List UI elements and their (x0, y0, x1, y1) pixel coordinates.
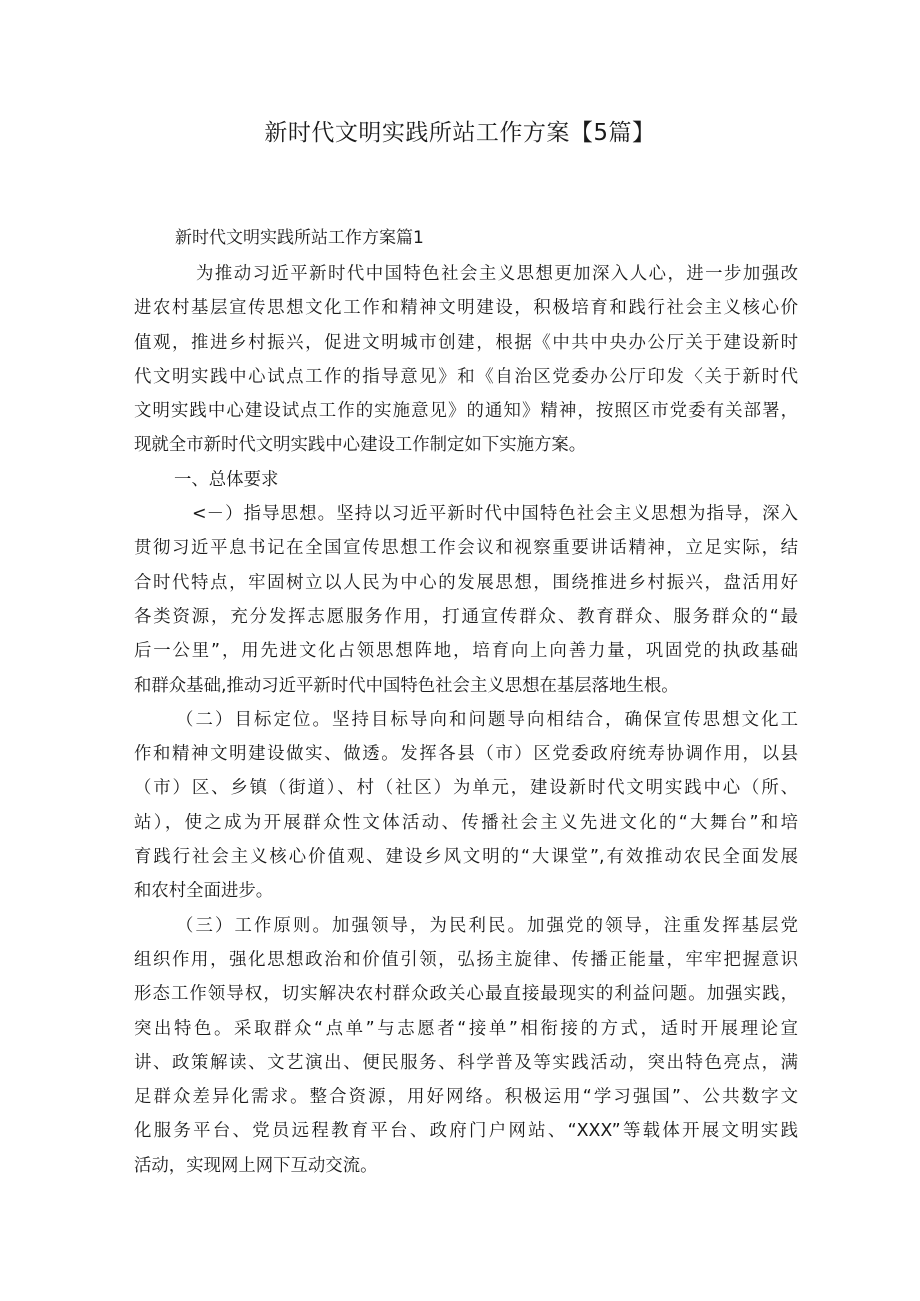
paragraph-line: 各类资源，充分发挥志愿服务作用，打通宣传群众、教育群众、服务群众的“最 (134, 606, 798, 627)
paragraph-line: 合时代特点，牢固树立以人民为中心的发展思想，围绕推进乡村振兴，盘活用好 (134, 572, 798, 593)
paragraph-line: 为推动习近平新时代中国特色社会主义思想更加深入人心，进一步加强改 (196, 264, 798, 284)
paragraph-line: 组织作用，强化思想政治和价值引领，弘扬主旋律、传播正能量，牢牢把握意识 (134, 949, 798, 970)
section-title: 新时代文明实践所站工作方案篇1 (175, 228, 424, 248)
paragraph-line: 作和精神文明建设做实、做透。发挥各县（市）区党委政府统寿协调作用，以县 (134, 744, 798, 765)
heading-general-requirements (134, 463, 798, 497)
paragraph-line: 值观，推进乡村振兴，促进文明城市创建，根据《中共中央办公厅关于建设新时 (134, 332, 798, 353)
heading-line: 一、总体要求 (174, 469, 279, 490)
paragraph-line: 突出特色。采取群众“点单”与志愿者“接单”相衔接的方式，适时开展理论宣 (134, 1018, 798, 1039)
paragraph-line: 站），使之成为开展群众性文体活动、传播社会主义先进文化的“大舞台”和培 (134, 812, 798, 833)
paragraph-line: 育践行社会主义核心价值观、建设乡风文明的“大课堂”,有效推动农民全面发展 (134, 847, 798, 868)
paragraph-line: 贯彻习近平息书记在全国宣传思想工作会议和视察重要讲话精神，立足实际，结 (134, 538, 798, 559)
paragraph-line: 进农村基层宣传思想文化工作和精神文明建设，积极培育和践行社会主义核心价 (134, 298, 798, 319)
paragraph-intro (134, 257, 798, 463)
paragraph-line: 足群众差异化需求。整合资源，用好网络。积极运用“学习强国”、公共数字文 (134, 1087, 798, 1108)
paragraph-work-principles (134, 909, 798, 1183)
paragraph-line: （二）目标定位。坚持目标导向和问题导向相结合，确保宣传思想文化工 (176, 709, 798, 730)
paragraph-line: 形态工作领导权，切实解决农村群众政关心最直接最现实的利益问题。加强实践， (134, 984, 798, 1005)
paragraph-line: 现就全市新时代文明实践中心建设工作制定如下实施方案。 (134, 435, 587, 456)
paragraph-line: 后一公里”，用先进文化占领思想阵地，培育向上向善力量，巩固党的执政基础 (134, 641, 798, 662)
paragraph-line: 讲、政策解读、文艺演出、便民服务、科学普及等实践活动，突出特色亮点，满 (134, 1052, 798, 1073)
paragraph-line: 代文明实践中心试点工作的指导意见》和《自治区党委办公厅印发〈关于新时代 (134, 366, 798, 387)
paragraph-guiding-thought (134, 497, 798, 703)
paragraph-line: 化服务平台、党员远程教育平台、政府门户网站、“XXX”等载体开展文明实践 (134, 1121, 798, 1142)
paragraph-line: （三）工作原则。加强领导，为民利民。加强党的领导，注重发挥基层党 (176, 915, 798, 936)
paragraph-line: <－）指导思想。坚持以习近平新时代中国特色社会主义思想为指导，深入 (192, 504, 798, 525)
paragraph-line: 文明实践中心建设试点工作的实施意见》的通知》精神，按照区市党委有关部署， (134, 401, 798, 422)
paragraph-line: 和农村全面进步。 (134, 881, 274, 902)
paragraph-line: 和群众基础,推动习近平新时代中国特色社会主义思想在基层落地生根。 (134, 675, 679, 696)
paragraph-line: （市）区、乡镇（街道）、村（社区）为单元，建设新时代文明实践中心（所、 (134, 778, 798, 799)
document-body (134, 257, 798, 1183)
paragraph-goal-positioning (134, 703, 798, 909)
paragraph-line: 活动，实现网上网下互动交流。 (134, 1155, 378, 1176)
document-title: 新时代文明实践所站工作方案【5篇】 (264, 120, 656, 146)
